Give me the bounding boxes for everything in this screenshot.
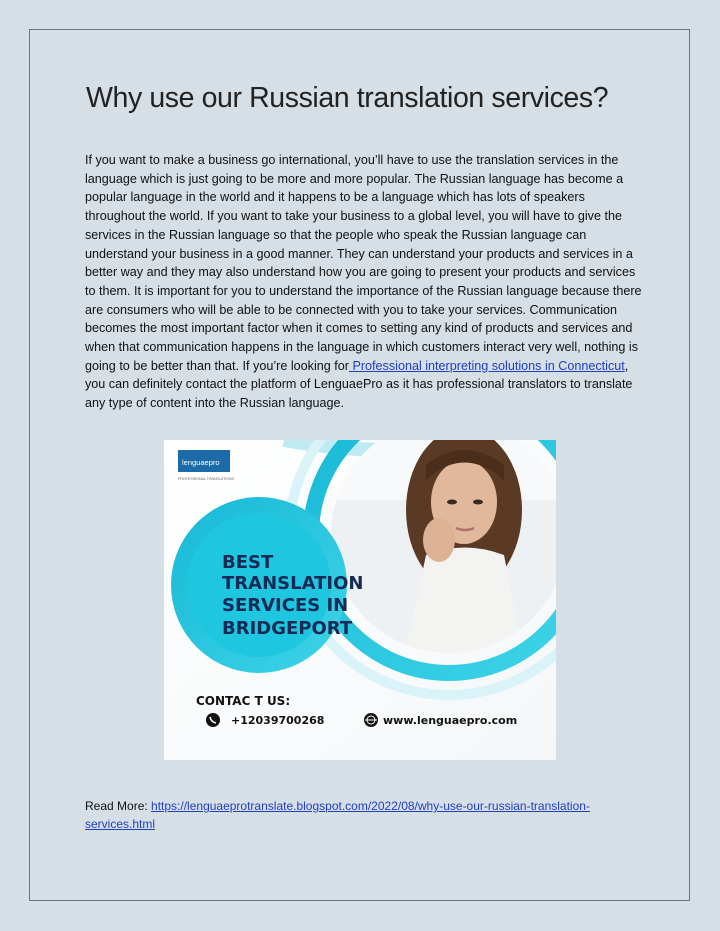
contact-label: CONTAC T US:: [196, 694, 291, 708]
read-more-link[interactable]: https://lenguaeprotranslate.blogspot.com/2022/08/why-use-our-russian-translation-services.html: [85, 799, 590, 831]
website-text: www.lenguaepro.com: [383, 714, 518, 727]
headline-line-1: BEST: [222, 552, 274, 573]
body-paragraph: [85, 151, 647, 413]
phone-icon: [206, 713, 220, 727]
headline-line-2: TRANSLATION: [222, 573, 364, 594]
phone-number: +12039700268: [231, 714, 325, 727]
promo-graphic: [164, 440, 556, 760]
logo-text: lenguaepro: [182, 458, 220, 467]
body-text-before-link: If you want to make a business go international, you’ll have to use the translation services in the language which is just going to be more and more popular. The Russian language has become a popular language in the world and it happens to be a language which has lots of speakers throughout the world. If you want to take your business to a global level, you will have to give the services in the Russian language so that the people who speak the Russian language can understand your business in a good manner. They can understand your products and services in a better way and they may also understand how you are going to present your products and services to them. It is important for you to understand the importance of the Russian language because there are consumers who will be able to be connected with you to take your services. Communication becomes the most important factor when it comes to setting any kind of products and services and when that communication happens in the language in which customers interact very well, nothing is going to be better than that. If you’re looking for: [85, 153, 642, 373]
logo-tagline: PROFESSIONAL TRANSLATIONS: [178, 477, 235, 481]
page-title: Why use our Russian translation services?: [86, 82, 609, 114]
read-more: [85, 797, 645, 833]
read-more-label: Read More:: [85, 799, 152, 813]
interpreting-solutions-link[interactable]: Professional interpreting solutions in Connecticut: [348, 358, 625, 373]
headline-line-4: BRIDGEPORT: [222, 618, 353, 639]
headline-line-3: SERVICES IN: [222, 595, 349, 616]
body-text-after-link: , you can definitely contact the platform of LenguaePro as it has professional translators to translate any type of content into the Russian language.: [85, 358, 633, 411]
promo-image: [164, 440, 556, 760]
